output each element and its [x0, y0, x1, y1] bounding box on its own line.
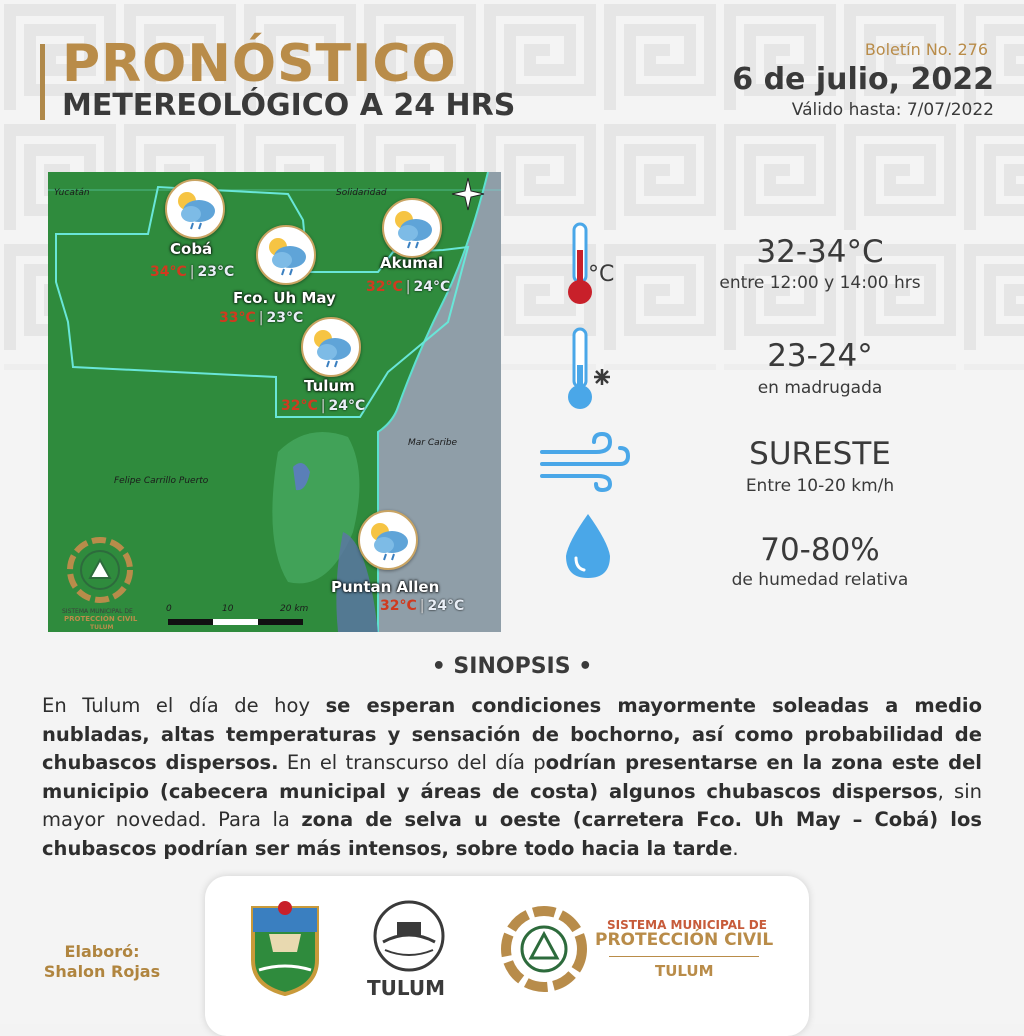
- author-credit: [22, 942, 182, 982]
- scale-label-twenty: 20 km: [280, 604, 309, 614]
- municipal-shield-logo: [245, 900, 325, 996]
- city-name-tulum: Tulum: [304, 377, 355, 395]
- max-temp-value: 32-34°C: [756, 234, 884, 270]
- synopsis-bold-part: se esperan condiciones mayormente soleadas a medio nubladas, altas temperaturas y sensación de bochorno, así como probabilidad de chubascos dispersos.: [42, 694, 982, 774]
- header-accent-bar: [40, 44, 45, 120]
- partly-cloudy-rain-icon: [301, 317, 361, 377]
- temp-max: 34°C: [150, 264, 187, 280]
- temp-min: 23°C: [197, 264, 235, 280]
- city-name-akumal: Akumal: [380, 254, 444, 272]
- place-label-felipe-carrillo-puerto: Felipe Carrillo Puerto: [114, 476, 209, 486]
- humidity-caption: de humedad relativa: [731, 570, 909, 590]
- valid-until: Válido hasta: 7/07/2022: [791, 100, 994, 120]
- temp-max: 33°C: [219, 310, 256, 326]
- tulum-city-logo: [371, 898, 447, 974]
- temp-min: 24°C: [413, 279, 451, 295]
- forecast-date: 6 de julio, 2022: [732, 62, 994, 97]
- place-label-solidaridad: Solidaridad: [336, 188, 387, 198]
- emblem-line1: SISTEMA MUNICIPAL DE: [62, 608, 133, 615]
- logos-panel: [205, 876, 809, 1036]
- synopsis-bold-part: zona de selva u oeste (carretera Fco. Uh May – Cobá) los chubascos podrían ser más intensos, sobre todo hacia la tarde: [42, 808, 982, 860]
- scale-label-ten: 10: [222, 604, 234, 614]
- place-label-yucatan: Yucatán: [54, 188, 90, 198]
- synopsis-part: En Tulum el día de hoy: [42, 694, 326, 717]
- min-temp-value: 23-24°: [767, 338, 873, 374]
- synopsis-part: .: [732, 836, 739, 860]
- bulletin-number: Boletín No. 276: [864, 40, 988, 59]
- author-label: Elaboró:: [64, 942, 140, 961]
- synopsis-title: • SINOPSIS •: [431, 654, 593, 679]
- temp-min: 23°C: [266, 310, 304, 326]
- city-temps-akumal: [366, 279, 450, 295]
- partly-cloudy-rain-icon: [358, 510, 418, 570]
- city-temps-puntan-allen: [380, 598, 464, 614]
- page-subtitle: METEREOLÓGICO A 24 HRS: [62, 88, 516, 123]
- wind-direction-value: SURESTE: [749, 436, 891, 472]
- wind-speed-caption: Entre 10-20 km/h: [745, 476, 895, 496]
- place-label-mar-caribe: Mar Caribe: [408, 438, 458, 448]
- city-temps-coba: [150, 264, 234, 280]
- celsius-unit-label: °C: [588, 262, 615, 287]
- humidity-drop-icon: [558, 510, 618, 582]
- temp-separator: |: [405, 279, 411, 295]
- partly-cloudy-rain-icon: [382, 198, 442, 258]
- partly-cloudy-rain-icon: [165, 179, 225, 239]
- pc-divider: [609, 956, 759, 957]
- temp-separator: |: [258, 310, 264, 326]
- city-name-fco-uh-may: Fco. Uh May: [233, 289, 336, 307]
- temp-separator: |: [320, 398, 326, 414]
- wind-icon: [538, 432, 630, 492]
- pc-line1: SISTEMA MUNICIPAL DE: [607, 918, 767, 932]
- synopsis-part: En el transcurso del día p: [278, 751, 546, 774]
- pc-line2: PROTECCIÓN CIVIL: [595, 930, 774, 950]
- city-temps-tulum: [281, 398, 365, 414]
- tulum-logo-text: TULUM: [367, 976, 446, 1000]
- max-temp-caption: entre 12:00 y 14:00 hrs: [719, 273, 921, 293]
- temp-min: 24°C: [328, 398, 366, 414]
- synopsis-bold-part: odrían presentarse en la zona este del municipio (cabecera municipal y áreas de costa) algunos chubascos dispersos: [42, 751, 982, 803]
- temp-max: 32°C: [281, 398, 318, 414]
- city-name-coba: Cobá: [170, 240, 213, 258]
- temp-separator: |: [189, 264, 195, 280]
- city-temps-fco-uh-may: [219, 310, 303, 326]
- author-name: Shalon Rojas: [43, 962, 161, 981]
- min-temp-caption: en madrugada: [757, 378, 883, 398]
- partly-cloudy-rain-icon: [256, 225, 316, 285]
- humidity-value: 70-80%: [760, 532, 880, 568]
- temp-max: 32°C: [366, 279, 403, 295]
- synopsis-part: , sin mayor novedad. Para la: [42, 779, 982, 831]
- thermometer-cold-icon: [560, 325, 630, 415]
- pc-line3: TULUM: [655, 962, 714, 980]
- synopsis-text: [42, 692, 982, 863]
- temp-max: 32°C: [380, 598, 417, 614]
- forecast-map: [48, 172, 501, 632]
- temp-separator: |: [419, 598, 425, 614]
- temp-min: 24°C: [427, 598, 465, 614]
- page-title: PRONÓSTICO: [62, 34, 457, 94]
- emblem-line2: PROTECCIÓN CIVIL: [64, 615, 138, 623]
- scale-label-zero: 0: [166, 604, 172, 614]
- city-name-puntan-allen: Puntan Allen: [331, 578, 440, 596]
- emblem-line3: TULUM: [90, 624, 114, 631]
- proteccion-civil-logo: [499, 904, 589, 994]
